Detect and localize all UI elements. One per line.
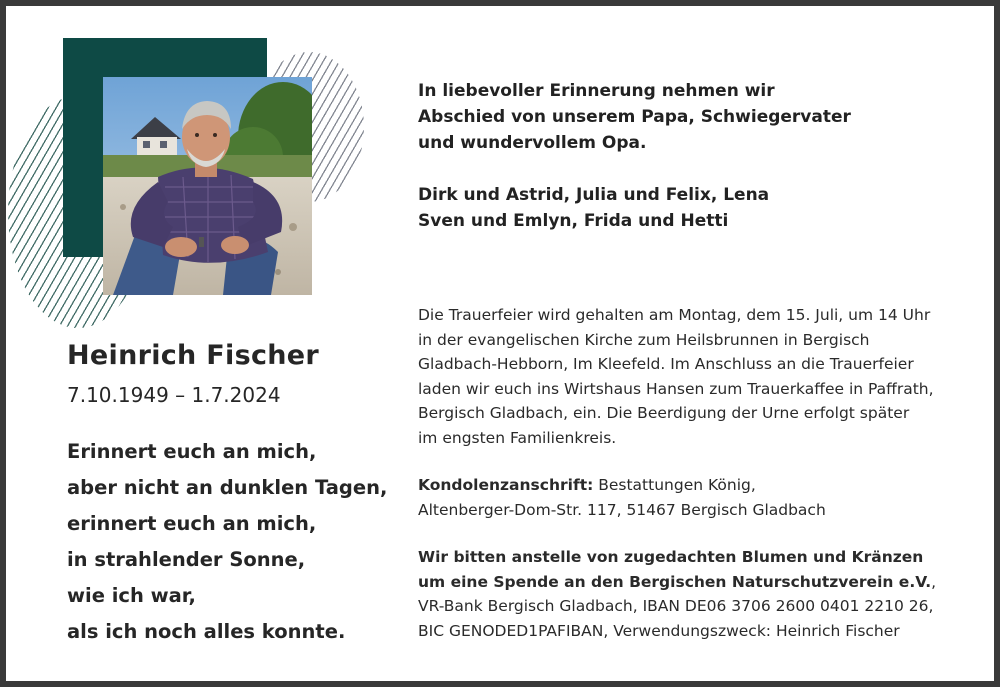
ceremony-line: Die Trauerfeier wird gehalten am Montag, dem 15. Juli, um 14 Uhr	[418, 306, 931, 324]
ceremony-details	[418, 303, 978, 450]
ceremony-line: in der evangelischen Kirche zum Heilsbrunnen in Bergisch	[418, 330, 870, 349]
life-dates: 7.10.1949 – 1.7.2024	[67, 383, 281, 407]
poem-line: erinnert euch an mich,	[67, 512, 317, 535]
poem-line: in strahlender Sonne,	[67, 548, 306, 571]
portrait-photo	[103, 77, 312, 295]
obituary-card	[6, 6, 994, 681]
poem-line: als ich noch alles konnte.	[67, 620, 346, 643]
ceremony-line: im engsten Familienkreis.	[418, 428, 617, 447]
ceremony-line: Gladbach-Hebborn, Im Kleefeld. Im Anschluss an die Trauerfeier	[418, 355, 914, 373]
intro-line: Abschied von unserem Papa, Schwiegervater	[418, 107, 851, 127]
family-line: Sven und Emlyn, Frida und Hetti	[418, 211, 729, 231]
donation-line-bold: um eine Spende an den Bergischen Naturschutzverein e.V.	[418, 572, 932, 591]
donation-bic: BIC GENODED1PAFIBAN, Verwendungszweck: Heinrich Fischer	[418, 621, 900, 640]
ceremony-line: laden wir euch ins Wirtshaus Hansen zum Trauerkaffee in Paffrath,	[418, 379, 934, 398]
poem	[67, 434, 387, 650]
poem-line: wie ich war,	[67, 584, 196, 607]
intro-line: In liebevoller Erinnerung nehmen wir	[418, 81, 775, 101]
deceased-name: Heinrich Fischer	[67, 340, 320, 371]
condolence-address	[418, 473, 978, 522]
intro-line: und wundervollem Opa.	[418, 133, 647, 153]
donation-line-bold: Wir bitten anstelle von zugedachten Blumen und Kränzen	[418, 548, 924, 566]
donation-bank: VR-Bank Bergisch Gladbach, IBAN DE06 3706 2600 0401 2210 26,	[418, 597, 934, 615]
condolence-street: Altenberger-Dom-Str. 117, 51467 Bergisch Gladbach	[418, 500, 826, 519]
family-names	[418, 182, 769, 234]
intro-text	[418, 78, 851, 156]
poem-line: aber nicht an dunklen Tagen,	[67, 476, 388, 499]
condolence-recipient: Bestattungen König,	[593, 476, 756, 494]
ceremony-line: Bergisch Gladbach, ein. Die Beerdigung der Urne erfolgt später	[418, 404, 910, 422]
poem-line: Erinnert euch an mich,	[67, 440, 317, 463]
donation-request: Wir bitten anstelle von zugedachten Blumen und Kränzen um eine Spende an den Bergischen Naturschutzverein e.V., VR-Bank Bergisch Gladbach, IBAN DE06 3706 2600 0401 2210 26, BIC GENODED1PAFIBAN, Verwendungszweck: Heinrich Fischer	[418, 545, 978, 643]
family-line: Dirk und Astrid, Julia und Felix, Lena	[418, 185, 770, 205]
condolence-label: Kondolenzanschrift:	[418, 476, 594, 494]
